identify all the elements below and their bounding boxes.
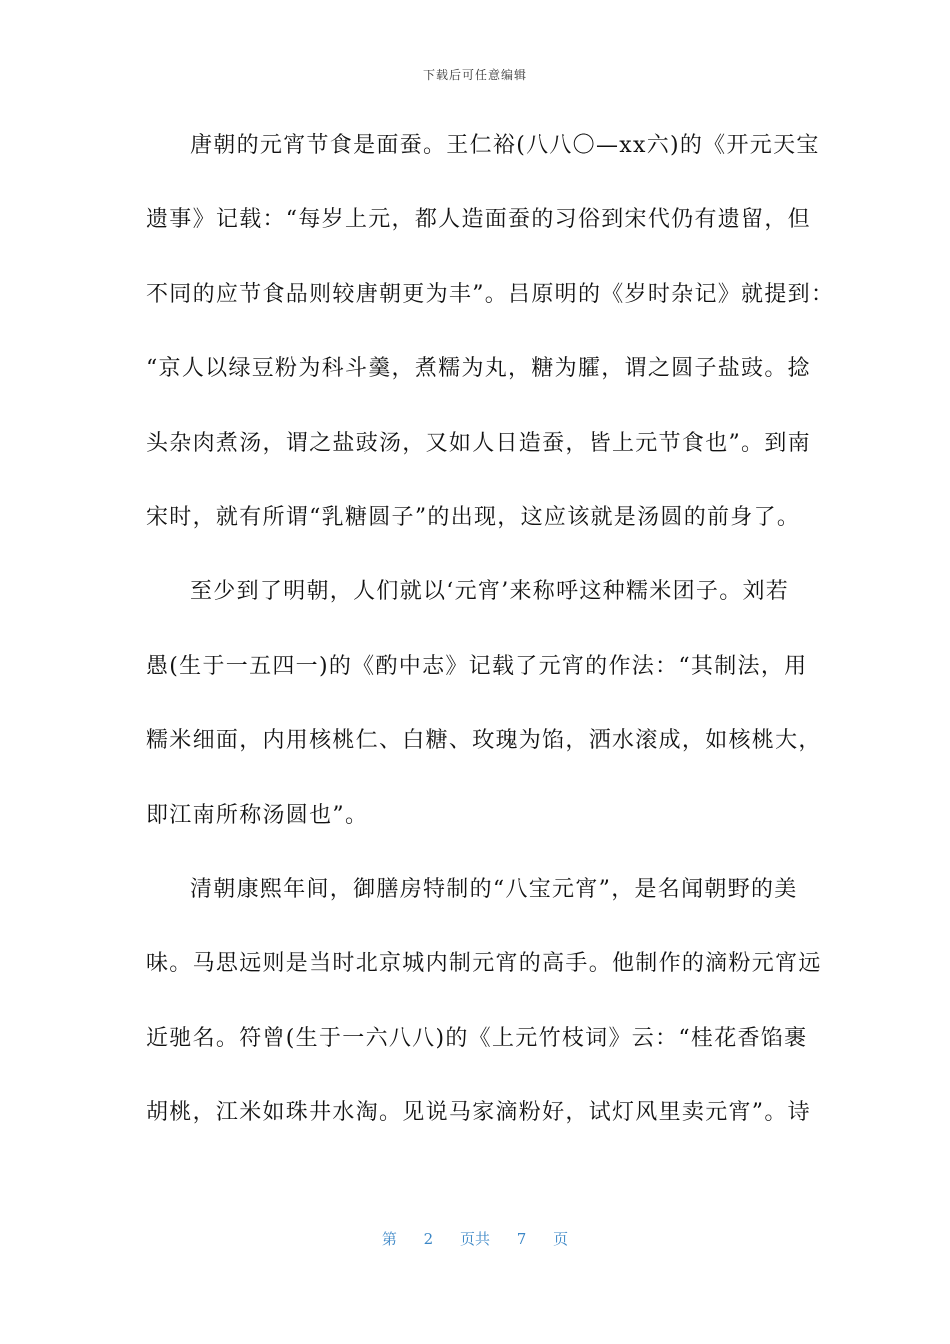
text-line: 即江南所称汤圆也”。 [146, 802, 369, 828]
text-line: 近驰名。符曾(生于一六八八)的《上元竹枝词》云：“桂花香馅裹 [146, 1025, 808, 1051]
text-line: 至少到了明朝，人们就以‘元宵’来称呼这种糯米团子。刘若 [190, 579, 790, 605]
total-pages: 7 [516, 1230, 527, 1248]
text-line: “京人以绿豆粉为科斗羹，煮糯为丸，糖为臛，谓之圆子盐豉。捻 [146, 356, 811, 382]
page-mid-label: 页共 [459, 1230, 490, 1248]
text-line: 糯米细面，内用核桃仁、白糖、玫瑰为馅，洒水滚成，如核桃大， [146, 728, 822, 754]
page-label: 第 [381, 1230, 397, 1248]
page-header: 下载后可任意编辑 [422, 68, 527, 82]
document-body [146, 120, 835, 1161]
text-line: 宋时，就有所谓“乳糖圆子”的出现，这应该就是汤圆的前身了。 [146, 504, 801, 530]
text-line: 不同的应节食品则较唐朝更为丰”。吕原明的《岁时杂记》就提到： [146, 281, 835, 307]
page-number: 2 [423, 1230, 434, 1248]
text-line: 唐朝的元宵节食是面蚕。王仁裕(八八〇—xx六)的《开元天宝 [190, 133, 820, 158]
page-suffix: 页 [553, 1230, 569, 1248]
text-line: 清朝康熙年间，御膳房特制的“八宝元宵”，是名闻朝野的美 [190, 876, 798, 902]
text-line: 遗事》记载：“每岁上元，都人造面蚕的习俗到宋代仍有遗留，但 [146, 207, 811, 233]
page-footer [0, 1228, 950, 1249]
text-line: 愚(生于一五四一)的《酌中志》记载了元宵的作法：“其制法，用 [146, 653, 808, 679]
text-line: 胡桃，江米如珠井水淘。见说马家滴粉好，试灯风里卖元宵”。诗 [146, 1100, 811, 1126]
text-line: 味。马思远则是当时北京城内制元宵的高手。他制作的滴粉元宵远 [146, 951, 822, 977]
text-line: 头杂肉煮汤，谓之盐豉汤，又如人日造蚕，皆上元节食也”。到南 [146, 430, 811, 456]
